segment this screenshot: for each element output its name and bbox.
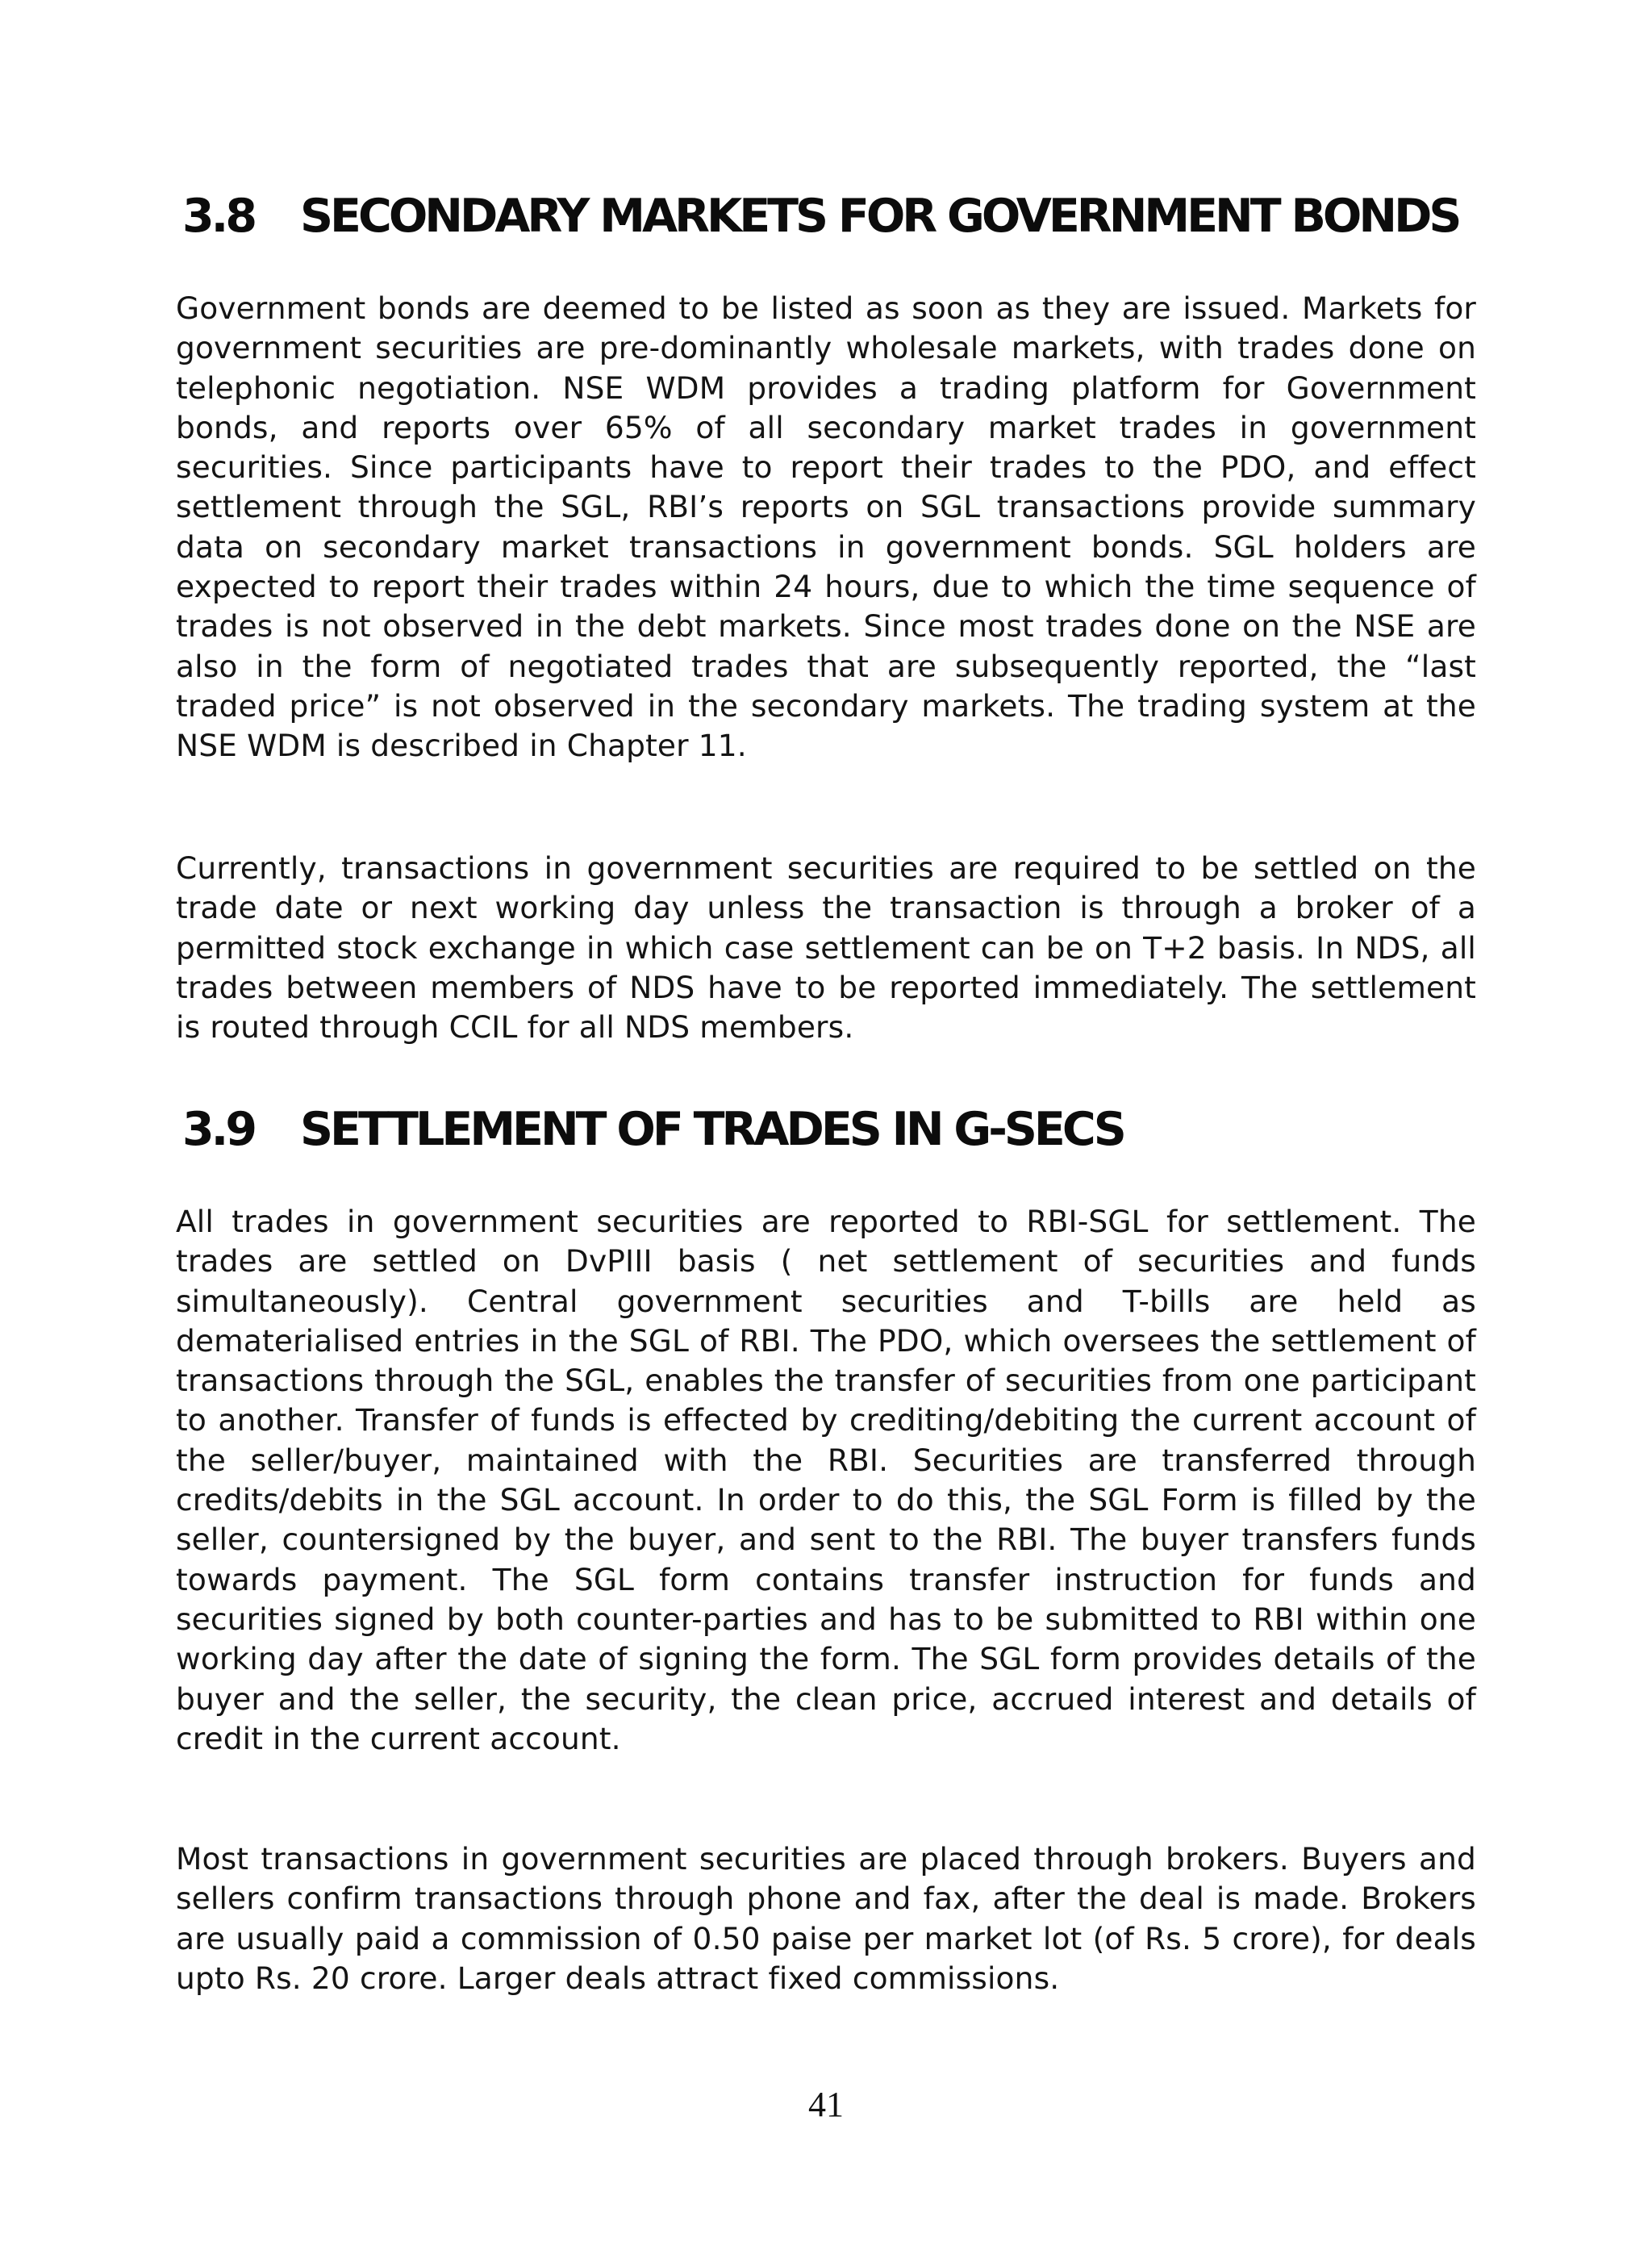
section-3-9-paragraph-1: All trades in government securities are reported to RBI-SGL for settlement. The trades are settled on DvPIII basis ( net settlement of securities and funds simultaneously). Central government securities and T-bills are held as dematerialised entries in the SGL of RBI. The PDO, which oversees the settlement of transactions through the SGL, enables the transfer of securities from one participant to another. Transfer of funds is effected by crediting/debiting the current account of the seller/buyer, maintained with the RBI. Securities are transferred through credits/debits in the SGL account. In order to do this, the SGL Form is filled by the seller, countersigned by the buyer, and sent to the RBI. The buyer transfers funds towards payment. The SGL form contains transfer instruction for funds and securities signed by both counter-parties and has to be submitted to RBI within one working day after the date of signing the form. The SGL form provides details of the buyer and the seller, the security, the clean price, accrued interest and details of credit in the current account. — [176, 1204, 1476, 1756]
section-3-8-paragraph-2: Currently, transactions in government securities are required to be settled on the trade date or next working day unless the transaction is through a broker of a permitted stock exchange in which case settlement can be on T+2 basis. In NDS, all trades between members of NDS have to be reported immediately. The settlement is routed through CCIL for all NDS members. — [176, 850, 1476, 1046]
section-3-8-paragraph-1: Government bonds are deemed to be listed as soon as they are issued. Markets for government securities are pre-dominantly wholesale markets, with trades done on telephonic negotiation. NSE WDM provides a trading platform for Government bonds, and reports over 65% of all secondary market trades in government securities. Since participants have to report their trades to the PDO, and effect settlement through the SGL, RBI’s reports on SGL transactions provide summary data on secondary market transactions in government bonds. SGL holders are expected to report their trades within 24 hours, due to which the time sequence of trades is not observed in the debt markets. Since most trades done on the NSE are also in the form of negotiated trades that are subsequently reported, the “last traded price” is not observed in the secondary markets. The trading system at the NSE WDM is described in Chapter 11. — [176, 290, 1476, 764]
section-3-9-title: SETTLEMENT OF TRADES IN G-SECS — [300, 1103, 1124, 1156]
section-3-9-number: 3.9 — [182, 1103, 254, 1156]
page-number: 41 — [808, 2085, 844, 2124]
section-3-8-number: 3.8 — [182, 190, 254, 243]
section-3-8-heading — [182, 190, 1459, 243]
section-3-9-paragraph-2: Most transactions in government securities are placed through brokers. Buyers and sellers confirm transactions through phone and fax, after the deal is made. Brokers are usually paid a commission of 0.50 paise per market lot (of Rs. 5 crore), for deals upto Rs. 20 crore. Larger deals attract fixed commissions. — [176, 1841, 1476, 1996]
section-3-8-title: SECONDARY MARKETS FOR GOVERNMENT BONDS — [300, 190, 1459, 243]
document-page — [176, 0, 1476, 2242]
section-3-9-heading — [182, 1103, 1124, 1156]
